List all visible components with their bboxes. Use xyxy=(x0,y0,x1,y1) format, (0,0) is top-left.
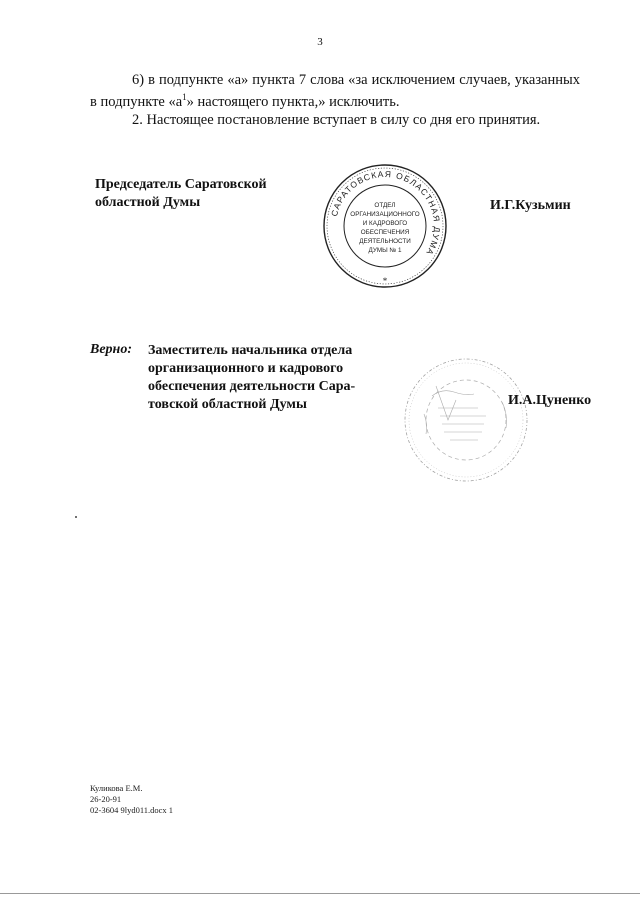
document-file-id: 02-3604 9lyd011.docx 1 xyxy=(90,805,174,815)
certifier-position-line: Заместитель начальника отдела xyxy=(148,343,353,358)
faded-stamp-marks xyxy=(424,386,507,440)
chairman-position-line-1: Председатель Саратовской xyxy=(95,177,267,192)
chairman-name: И.Г.Кузьмин xyxy=(490,198,571,213)
scan-edge-line xyxy=(0,893,640,894)
certifier-position-line: организационного и кадрового xyxy=(148,361,344,376)
seal-center-line: ДУМЫ № 1 xyxy=(368,247,402,254)
seal-center-line: И КАДРОВОГО xyxy=(362,220,408,227)
seal-center-line: ОБЕСПЕЧЕНИЯ xyxy=(360,229,410,236)
amendment-text-b: » настоящего пункта,» исключить. xyxy=(186,93,400,110)
seal-ring-text: САРАТОВСКАЯ ОБЛАСТНАЯ ДУМА xyxy=(328,168,443,258)
executor-footer xyxy=(90,783,173,816)
certification-label: Верно: xyxy=(90,342,132,357)
seal-star-icon: * xyxy=(382,276,388,286)
seal-center-line: ОРГАНИЗАЦИОННОГО xyxy=(350,211,420,218)
chairman-position xyxy=(95,176,267,212)
certifier-position-line: товской областной Думы xyxy=(148,397,307,412)
chairman-position-line-2: областной Думы xyxy=(95,195,201,210)
seal-center-line: ДЕЯТЕЛЬНОСТИ xyxy=(359,238,411,245)
page-number: 3 xyxy=(317,36,323,48)
certifier-position xyxy=(148,342,398,414)
department-faded-stamp xyxy=(402,356,530,484)
paragraph-effective-date: 2. Настоящее постановление вступает в силу со дня его принятия. xyxy=(132,112,541,128)
seal-center-line: ОТДЕЛ xyxy=(374,202,396,209)
faded-stamp-outer-ring xyxy=(405,359,527,481)
certifier-name: И.А.Цуненко xyxy=(508,393,592,408)
amendment-superscript: 1 xyxy=(182,92,187,102)
executor-name: Куликова Е.М. xyxy=(90,783,143,793)
duma-seal-stamp xyxy=(322,163,448,289)
executor-phone: 26-20-91 xyxy=(90,794,122,804)
paragraph-amendment xyxy=(90,72,580,111)
certifier-position-line: обеспечения деятельности Сара- xyxy=(148,379,356,394)
amendment-text-a: 6) в подпункте «а» пункта 7 слова «за исключением случаев, указанных в подпункте «а xyxy=(90,72,580,110)
scan-speck xyxy=(75,516,77,518)
